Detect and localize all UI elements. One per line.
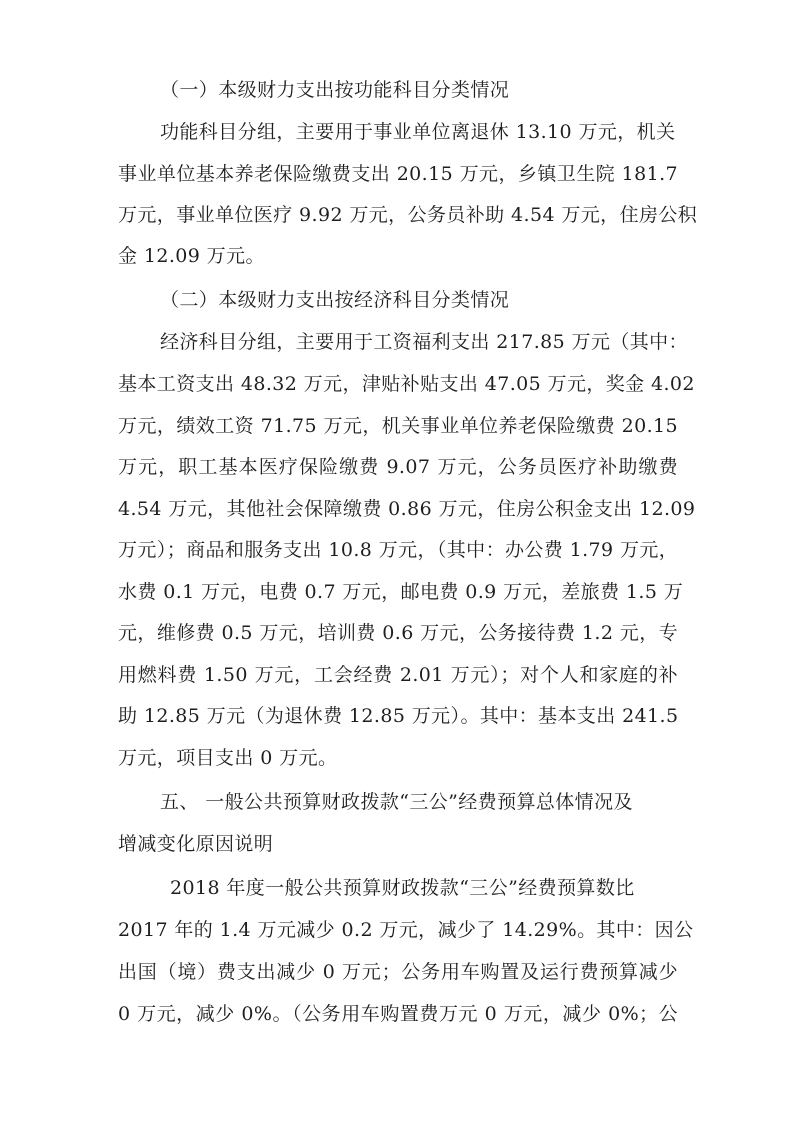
section-heading-economic: （二）本级财力支出按经济科目分类情况	[160, 289, 510, 311]
paragraph-line: 基本工资支出 48.32 万元，津贴补贴支出 47.05 万元，奖金 4.02	[118, 373, 695, 395]
paragraph-line: 功能科目分组，主要用于事业单位离退休 13.10 万元，机关	[160, 121, 676, 143]
section-heading-functional: （一）本级财力支出按功能科目分类情况	[160, 79, 510, 101]
paragraph-line: 0 万元，减少 0%。（公务用车购置费万元 0 万元，减少 0%；公	[118, 1003, 678, 1025]
paragraph-line: 出国（境）费支出减少 0 万元；公务用车购置及运行费预算减少	[118, 961, 678, 983]
paragraph-line: 金 12.09 万元。	[118, 245, 265, 267]
paragraph-line: 万元，职工基本医疗保险缴费 9.07 万元，公务员医疗补助缴费	[118, 456, 678, 478]
paragraph-line: 2018 年度一般公共预算财政拨款“三公”经费预算数比	[170, 877, 635, 899]
section-heading-three-public: 五、 一般公共预算财政拨款“三公”经费预算总体情况及	[160, 791, 633, 813]
paragraph-line: 用燃料费 1.50 万元，工会经费 2.01 万元）；对个人和家庭的补	[118, 664, 678, 686]
paragraph-line: 万元，事业单位医疗 9.92 万元，公务员补助 4.54 万元，住房公积	[118, 204, 698, 226]
paragraph-line: 万元）；商品和服务支出 10.8 万元，（其中：办公费 1.79 万元，	[118, 539, 679, 561]
paragraph-line: 事业单位基本养老保险缴费支出 20.15 万元，乡镇卫生院 181.7	[118, 163, 678, 185]
paragraph-line: 2017 年的 1.4 万元减少 0.2 万元，减少了 14.29%。其中：因公	[118, 919, 694, 941]
paragraph-line: 万元，项目支出 0 万元。	[118, 747, 338, 769]
paragraph-line: 元，维修费 0.5 万元，培训费 0.6 万元，公务接待费 1.2 元，专	[118, 622, 678, 644]
paragraph-line: 助 12.85 万元（为退休费 12.85 万元）。其中：基本支出 241.5	[118, 705, 679, 727]
paragraph-line: 经济科目分组，主要用于工资福利支出 217.85 万元（其中：	[160, 331, 688, 353]
paragraph-line: 万元，绩效工资 71.75 万元，机关事业单位养老保险缴费 20.15	[118, 415, 678, 437]
section-heading-continued: 增减变化原因说明	[118, 833, 274, 855]
paragraph-line: 水费 0.1 万元，电费 0.7 万元，邮电费 0.9 万元，差旅费 1.5 万	[118, 581, 684, 603]
paragraph-line: 4.54 万元，其他社会保障缴费 0.86 万元，住房公积金支出 12.09	[118, 498, 696, 520]
